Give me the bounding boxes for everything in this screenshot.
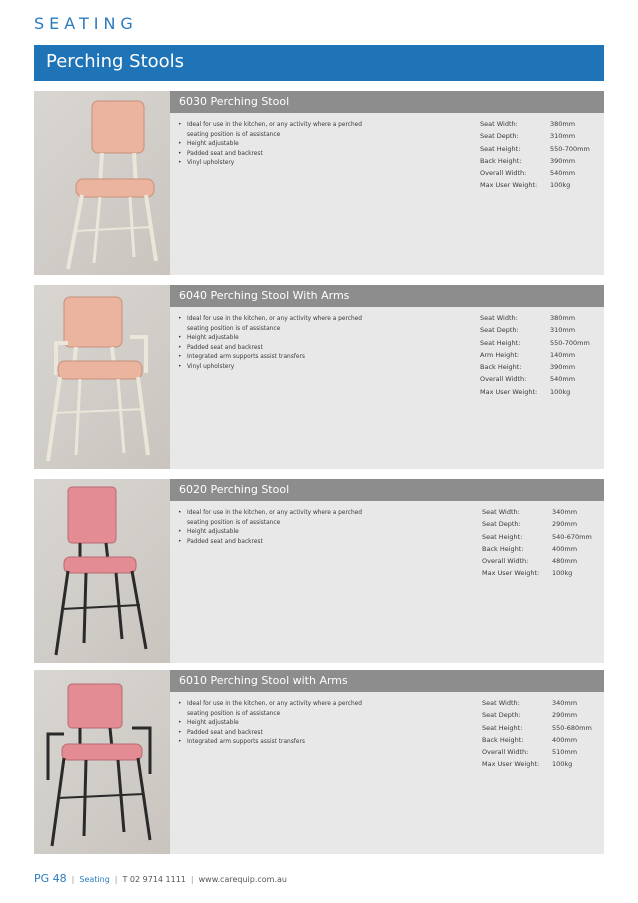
page-number: PG 48: [34, 872, 67, 885]
product-photo: [34, 91, 170, 275]
page-title: Perching Stools: [46, 51, 185, 72]
footer-divider: |: [71, 875, 75, 884]
spec-value: 340mm: [552, 699, 578, 707]
product-code: 6010: [179, 674, 207, 687]
product-title: [179, 95, 289, 108]
footer-section: Seating: [79, 875, 110, 884]
product-name: Perching Stool With Arms: [210, 289, 350, 302]
feature-list: [178, 699, 368, 747]
spec-label: Overall Width:: [480, 169, 527, 178]
spec-row: [480, 351, 605, 363]
spec-row: [480, 132, 605, 144]
spec-value: 540mm: [550, 169, 576, 178]
footer-divider: |: [114, 875, 118, 884]
spec-label: Overall Width:: [482, 557, 529, 566]
product-code: 6030: [179, 95, 207, 108]
spec-row: [482, 569, 607, 581]
spec-value: 480mm: [552, 557, 578, 566]
spec-label: Max User Weight:: [482, 569, 540, 578]
spec-row: [482, 533, 607, 545]
footer-divider: |: [190, 875, 194, 884]
spec-label: Back Height:: [482, 544, 524, 553]
product-title: [179, 674, 348, 687]
spec-row: [480, 388, 605, 400]
feature-item: • Height adjustable: [178, 718, 368, 728]
spec-label: Seat Depth:: [482, 711, 521, 720]
spec-label: Seat Width:: [482, 508, 520, 516]
spec-value: 310mm: [550, 132, 576, 141]
spec-label: Overall Width:: [482, 748, 529, 757]
product-header: [170, 479, 604, 501]
spec-label: Arm Height:: [480, 350, 520, 359]
spec-label: Seat Height:: [482, 532, 523, 541]
feature-item: • Ideal for use in the kitchen, or any activity where a perched seating position is of assistance: [178, 699, 368, 718]
spec-row: [482, 711, 607, 723]
product-header: [170, 91, 604, 113]
feature-item: • Vinyl upholstery: [178, 362, 368, 372]
spec-value: 540-670mm: [552, 532, 592, 541]
spec-value: 550-680mm: [552, 723, 592, 732]
feature-item: • Ideal for use in the kitchen, or any activity where a perched seating position is of assistance: [178, 120, 368, 139]
spec-row: [480, 314, 605, 326]
feature-item: • Padded seat and backrest: [178, 343, 368, 353]
product-name: Perching Stool: [210, 483, 290, 496]
spec-row: [482, 557, 607, 569]
product-card-6020: [34, 479, 604, 663]
product-photo: [34, 670, 170, 854]
spec-label: Seat Depth:: [480, 326, 519, 335]
feature-item: • Ideal for use in the kitchen, or any activity where a perched seating position is of assistance: [178, 314, 368, 333]
spec-row: [482, 736, 607, 748]
spec-value: 310mm: [550, 326, 576, 335]
spec-row: [480, 326, 605, 338]
stool-illustration: [34, 285, 170, 469]
section-label: SEATING: [34, 14, 138, 33]
page-footer: [34, 872, 287, 886]
spec-label: Max User Weight:: [480, 181, 538, 190]
feature-item: • Vinyl upholstery: [178, 158, 368, 168]
spec-value: 100kg: [550, 181, 571, 190]
product-photo: [34, 479, 170, 663]
spec-label: Max User Weight:: [480, 387, 538, 396]
spec-value: 340mm: [552, 508, 578, 516]
stool-illustration: [34, 670, 170, 854]
product-card-6030: [34, 91, 604, 275]
spec-label: Seat Width:: [482, 699, 520, 707]
feature-item: • Height adjustable: [178, 527, 368, 537]
spec-value: 390mm: [550, 363, 576, 372]
spec-value: 550-700mm: [550, 338, 590, 347]
spec-table: [482, 508, 607, 582]
feature-list: [178, 120, 368, 168]
spec-value: 400mm: [552, 735, 578, 744]
feature-list: [178, 508, 368, 546]
footer-website[interactable]: www.carequip.com.au: [198, 875, 287, 884]
spec-row: [482, 508, 607, 520]
spec-value: 510mm: [552, 748, 578, 757]
spec-row: [482, 724, 607, 736]
spec-row: [482, 760, 607, 772]
spec-table: [482, 699, 607, 773]
spec-row: [480, 145, 605, 157]
stool-illustration: [34, 91, 170, 275]
product-code: 6020: [179, 483, 207, 496]
spec-row: [480, 375, 605, 387]
spec-label: Seat Depth:: [482, 520, 521, 529]
product-header: [170, 285, 604, 307]
spec-row: [480, 181, 605, 193]
feature-item: • Integrated arm supports assist transfers: [178, 737, 368, 747]
spec-value: 290mm: [552, 520, 578, 529]
spec-row: [480, 169, 605, 181]
spec-value: 100kg: [552, 760, 573, 769]
spec-label: Max User Weight:: [482, 760, 540, 769]
feature-item: • Ideal for use in the kitchen, or any activity where a perched seating position is of assistance: [178, 508, 368, 527]
spec-table: [480, 120, 605, 194]
spec-row: [480, 339, 605, 351]
spec-row: [480, 120, 605, 132]
feature-item: • Padded seat and backrest: [178, 728, 368, 738]
stool-illustration: [34, 479, 170, 663]
spec-row: [480, 157, 605, 169]
feature-item: • Height adjustable: [178, 139, 368, 149]
spec-value: 380mm: [550, 120, 576, 128]
product-name: Perching Stool with Arms: [210, 674, 348, 687]
spec-label: Back Height:: [480, 363, 522, 372]
spec-value: 140mm: [550, 350, 576, 359]
feature-item: • Integrated arm supports assist transfers: [178, 352, 368, 362]
spec-row: [480, 363, 605, 375]
spec-value: 400mm: [552, 544, 578, 553]
spec-value: 550-700mm: [550, 144, 590, 153]
spec-label: Back Height:: [480, 156, 522, 165]
spec-label: Seat Width:: [480, 120, 518, 128]
product-card-6010: [34, 670, 604, 854]
product-header: [170, 670, 604, 692]
product-code: 6040: [179, 289, 207, 302]
feature-item: • Padded seat and backrest: [178, 149, 368, 159]
spec-label: Seat Height:: [480, 144, 521, 153]
spec-row: [482, 699, 607, 711]
product-card-6040: [34, 285, 604, 469]
spec-value: 100kg: [550, 387, 571, 396]
product-name: Perching Stool: [210, 95, 290, 108]
spec-label: Seat Width:: [480, 314, 518, 322]
spec-label: Back Height:: [482, 735, 524, 744]
page-banner: [34, 45, 604, 81]
spec-row: [482, 748, 607, 760]
spec-row: [482, 545, 607, 557]
spec-value: 390mm: [550, 156, 576, 165]
spec-row: [482, 520, 607, 532]
spec-label: Seat Depth:: [480, 132, 519, 141]
spec-value: 540mm: [550, 375, 576, 384]
product-title: [179, 483, 289, 496]
product-photo: [34, 285, 170, 469]
spec-label: Seat Height:: [480, 338, 521, 347]
feature-item: • Height adjustable: [178, 333, 368, 343]
footer-phone: T 02 9714 1111: [122, 875, 186, 884]
feature-list: [178, 314, 368, 372]
spec-value: 290mm: [552, 711, 578, 720]
spec-label: Overall Width:: [480, 375, 527, 384]
spec-table: [480, 314, 605, 400]
feature-item: • Padded seat and backrest: [178, 537, 368, 547]
spec-value: 100kg: [552, 569, 573, 578]
product-title: [179, 289, 349, 302]
spec-value: 380mm: [550, 314, 576, 322]
spec-label: Seat Height:: [482, 723, 523, 732]
